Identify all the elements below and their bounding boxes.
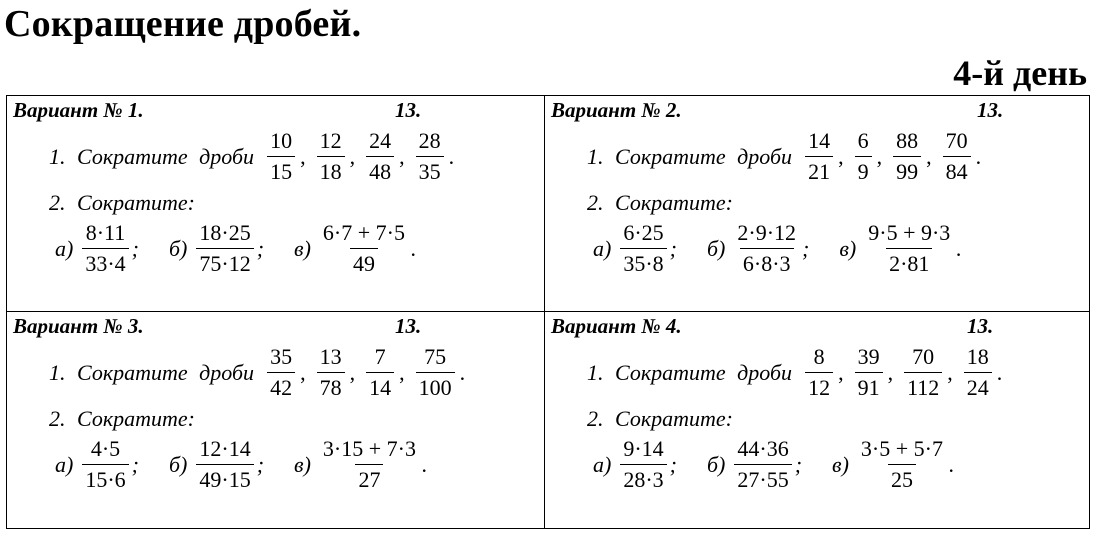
denominator: 78 [317,372,345,403]
numerator: 18 [966,344,989,369]
fraction-4 [416,126,444,187]
separator: , [300,359,306,385]
denominator: 99 [893,156,921,187]
numerator: 2·9·12 [737,220,797,245]
separator: , [349,359,356,385]
fraction-3 [893,126,921,187]
expression-3 [858,434,946,495]
separator: , [399,143,405,169]
task-1-label: 1. Сократите дроби [587,359,793,385]
task-2-expressions [55,434,427,495]
fraction-2 [855,126,872,187]
numerator: 12·14 [199,436,251,461]
numerator: 13 [319,344,342,369]
task-2-row [587,190,733,216]
numerator: 6 [857,128,869,153]
separator: , [399,359,405,385]
separator: , [838,143,844,169]
denominator: 12 [805,372,833,403]
fraction-3 [366,342,394,403]
numerator: 14 [808,128,831,153]
separator: , [838,359,844,385]
denominator: 28·3 [620,464,666,495]
item-tail: ; [131,451,139,477]
denominator: 2·81 [886,248,932,279]
denominator: 21 [805,156,833,187]
expression-3 [320,434,419,495]
fraction-4 [943,126,971,187]
task-1-label: 1. Сократите дроби [49,359,255,385]
denominator: 33·4 [82,248,128,279]
fraction-1 [805,126,833,187]
item-tail: ; [256,451,265,477]
task-1-label: 1. Сократите дроби [587,143,793,169]
denominator: 15 [267,156,295,187]
variant-heading: Вариант № 2. [551,98,682,122]
page-title: Сокращение дробей. [4,3,362,45]
numerator: 4·5 [90,436,121,461]
task-2-expressions [593,218,962,279]
denominator: 35·8 [620,248,666,279]
item-letter: б) [706,235,726,261]
fraction-3 [366,126,394,187]
item-tail: ; [802,235,810,261]
task-2-label: 2. Сократите: [49,190,195,215]
numerator: 88 [896,128,919,153]
expression-1 [620,218,666,279]
task-1-row [587,126,989,187]
expression-2 [196,218,253,279]
denominator: 75·12 [196,248,253,279]
denominator: 15·6 [82,464,128,495]
denominator: 35 [416,156,444,187]
item-tail: ; [669,451,677,477]
numerator: 8·11 [85,220,126,245]
task-2-row [49,190,195,216]
variant-score: 13. [395,98,422,122]
denominator: 25 [888,464,916,495]
separator: . [459,359,466,385]
variant-score: 13. [977,98,1004,122]
item-tail: . [421,451,428,477]
separator: . [975,143,982,169]
item-letter: б) [168,235,188,261]
numerator: 10 [270,128,293,153]
numerator: 28 [418,128,441,153]
numerator: 39 [857,344,880,369]
expression-1 [82,434,128,495]
task-1-row [587,342,1010,403]
variant-heading: Вариант № 3. [13,314,144,338]
expression-3 [865,218,953,279]
numerator: 75 [424,344,447,369]
expression-2 [734,218,799,279]
numerator: 9·5 + 9·3 [868,220,951,245]
fraction-1 [267,342,295,403]
denominator: 27 [355,464,383,495]
variant-card-4 [545,312,1089,528]
expression-1 [82,218,128,279]
fraction-3 [904,342,942,403]
item-letter: а) [593,235,612,261]
item-tail: ; [256,235,265,261]
item-tail: ; [669,235,677,261]
numerator: 3·15 + 7·3 [322,436,416,461]
item-tail: . [410,235,417,261]
variant-card-3 [7,312,545,528]
separator: , [947,359,953,385]
task-2-expressions [55,218,416,279]
item-letter: а) [593,451,612,477]
item-letter: в) [839,235,857,261]
variant-card-1 [7,96,545,312]
separator: . [996,359,1003,385]
denominator: 49 [350,248,378,279]
numerator: 18·25 [199,220,251,245]
numerator: 24 [369,128,392,153]
denominator: 18 [317,156,345,187]
task-1-row [49,342,473,403]
fraction-4 [416,342,455,403]
numerator: 7 [374,344,386,369]
variants-grid [6,95,1090,529]
denominator: 27·55 [734,464,791,495]
denominator: 49·15 [196,464,253,495]
denominator: 14 [366,372,394,403]
item-tail: . [956,235,962,261]
task-2-row [49,406,195,432]
item-tail: ; [794,451,803,477]
separator: , [300,143,306,169]
item-tail: . [948,451,955,477]
fraction-1 [805,342,833,403]
numerator: 44·36 [737,436,789,461]
numerator: 9·14 [623,436,664,461]
numerator: 70 [912,344,935,369]
task-2-expressions [593,434,954,495]
day-label: 4-й день [953,53,1087,93]
denominator: 48 [366,156,394,187]
task-1-row [49,126,462,187]
variant-card-2 [545,96,1089,312]
denominator: 42 [267,372,295,403]
separator: , [349,143,356,169]
expression-2 [734,434,791,495]
separator: . [448,143,455,169]
item-letter: в) [294,235,311,261]
fraction-2 [317,342,345,403]
fraction-2 [855,342,883,403]
numerator: 8 [813,344,825,369]
item-letter: б) [706,451,726,477]
variant-heading: Вариант № 4. [551,314,682,338]
variant-heading: Вариант № 1. [13,98,144,122]
separator: , [876,143,883,169]
task-2-label: 2. Сократите: [587,190,733,215]
expression-1 [620,434,666,495]
item-letter: в) [294,451,311,477]
denominator: 91 [855,372,883,403]
expression-2 [196,434,253,495]
numerator: 6·25 [623,220,664,245]
item-letter: а) [55,235,74,261]
task-2-label: 2. Сократите: [587,406,733,431]
denominator: 112 [904,372,942,403]
numerator: 35 [270,344,293,369]
numerator: 3·5 + 5·7 [860,436,943,461]
item-letter: в) [832,451,849,477]
variant-score: 13. [967,314,994,338]
denominator: 24 [964,372,992,403]
numerator: 70 [945,128,968,153]
numerator: 12 [319,128,342,153]
denominator: 9 [855,156,872,187]
denominator: 6·8·3 [740,248,794,279]
item-letter: а) [55,451,74,477]
denominator: 100 [416,372,455,403]
separator: , [926,143,932,169]
item-letter: б) [168,451,188,477]
fraction-4 [964,342,992,403]
variant-score: 13. [395,314,422,338]
separator: , [887,359,894,385]
task-2-label: 2. Сократите: [49,406,195,431]
task-1-label: 1. Сократите дроби [49,143,255,169]
fraction-1 [267,126,295,187]
numerator: 6·7 + 7·5 [322,220,405,245]
task-2-row [587,406,733,432]
expression-3 [320,218,408,279]
denominator: 84 [943,156,971,187]
item-tail: ; [131,235,139,261]
fraction-2 [317,126,345,187]
